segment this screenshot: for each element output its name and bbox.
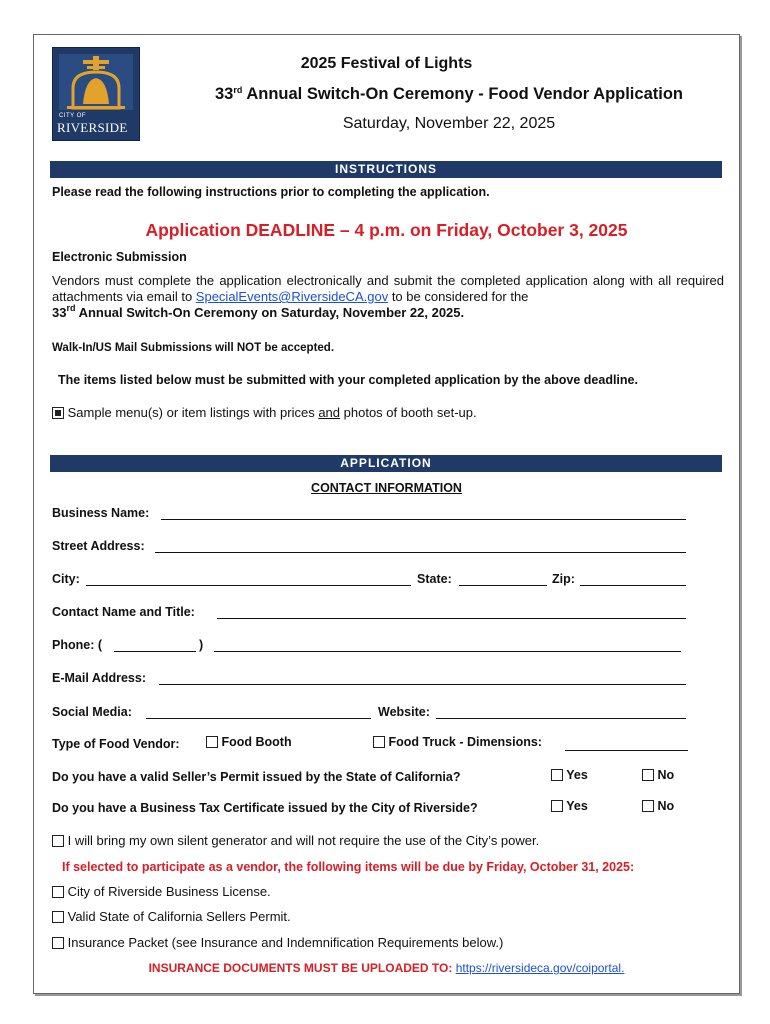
contact-name-field[interactable] [217, 618, 686, 619]
phone-close-paren: ) [199, 638, 204, 652]
state-label: State: [417, 572, 452, 586]
city-label: City: [52, 572, 80, 586]
sellers-permit-yes-checkbox[interactable] [551, 769, 563, 781]
para-text-a: Vendors must complete the application electronically and submit the completed application along with all required attachments via email to [52, 273, 724, 304]
application-page [33, 34, 740, 994]
sellers-permit-item-checkbox[interactable] [52, 911, 64, 923]
subtitle-ordinal: rd [233, 85, 243, 95]
social-media-field[interactable] [146, 718, 371, 719]
subtitle-text: Annual Switch-On Ceremony - Food Vendor Application [242, 85, 683, 103]
phone-number-field[interactable] [214, 651, 681, 652]
business-name-label: Business Name: [52, 506, 150, 520]
tax-cert-no-checkbox[interactable] [642, 800, 654, 812]
page-title: 2025 Festival of Lights [300, 55, 473, 72]
sellers-permit-no-checkbox[interactable] [642, 769, 654, 781]
walkin-notice: Walk-In/US Mail Submissions will NOT be accepted. [52, 342, 335, 354]
business-license-checkbox[interactable] [52, 886, 64, 898]
sellers-permit-yes[interactable] [551, 768, 588, 782]
items-note: The items listed below must be submitted with your completed application by the above deadline. [58, 373, 638, 387]
food-truck-option[interactable] [373, 735, 542, 749]
website-field[interactable] [436, 718, 686, 719]
instructions-intro: Please read the following instructions prior to completing the application. [52, 185, 490, 199]
instructions-bar: INSTRUCTIONS [50, 161, 722, 178]
food-booth-label: Food Booth [221, 735, 292, 749]
social-media-label: Social Media: [52, 705, 132, 719]
email-label: E-Mail Address: [52, 671, 147, 685]
food-truck-label: Food Truck - Dimensions: [388, 735, 542, 749]
coi-portal-link[interactable]: https://riversideca.gov/coiportal. [455, 961, 625, 975]
email-field[interactable] [159, 684, 686, 685]
food-booth-option[interactable] [206, 735, 292, 749]
food-vendor-type-label: Type of Food Vendor: [52, 737, 180, 751]
logo-city-name: RIVERSIDE [57, 120, 128, 135]
tax-cert-yes[interactable] [551, 799, 588, 813]
contact-heading: CONTACT INFORMATION [311, 481, 462, 495]
phone-label: Phone: ( [52, 638, 102, 652]
sellers-permit-item[interactable] [52, 909, 291, 924]
yes-label: Yes [566, 799, 588, 813]
insurance-packet-checkbox[interactable] [52, 937, 64, 949]
contact-name-label: Contact Name and Title: [52, 605, 195, 619]
no-label: No [657, 799, 675, 813]
subtitle-number: 33 [215, 85, 234, 103]
food-truck-checkbox[interactable] [373, 736, 385, 748]
insurance-packet-label: Insurance Packet (see Insurance and Indemnification Requirements below.) [67, 935, 504, 950]
zip-label: Zip: [552, 572, 575, 586]
insurance-packet-item[interactable] [52, 935, 503, 950]
due-note: If selected to participate as a vendor, the following items will be due by Friday, October 31, 2025: [62, 860, 635, 874]
sellers-permit-question: Do you have a valid Seller’s Permit issued by the State of California? [52, 770, 461, 784]
yes-label: Yes [566, 768, 588, 782]
sellers-permit-no[interactable] [642, 768, 674, 782]
business-license-label: City of Riverside Business License. [67, 884, 271, 899]
upload-label: INSURANCE DOCUMENTS MUST BE UPLOADED TO: [148, 961, 456, 975]
electronic-paragraph [52, 273, 724, 321]
tax-cert-yes-checkbox[interactable] [551, 800, 563, 812]
business-license-item[interactable] [52, 884, 271, 899]
sample-text-a: Sample menu(s) or item listings with prices [67, 405, 319, 420]
event-date: Saturday, November 22, 2025 [342, 115, 556, 132]
generator-label: I will bring my own silent generator and will not require the use of the City’s power. [67, 833, 540, 848]
upload-notice [34, 961, 739, 975]
para-ordinal: rd [66, 303, 76, 313]
zip-field[interactable] [580, 585, 686, 586]
tax-cert-question: Do you have a Business Tax Certificate issued by the City of Riverside? [52, 801, 478, 815]
electronic-heading: Electronic Submission [52, 250, 187, 264]
sellers-permit-item-label: Valid State of California Sellers Permit. [67, 909, 291, 924]
phone-area-code-field[interactable] [114, 651, 196, 652]
email-link[interactable]: SpecialEvents@RiversideCA.gov [195, 289, 389, 304]
deadline-notice: Application DEADLINE – 4 p.m. on Friday, October 3, 2025 [145, 220, 628, 240]
food-booth-checkbox[interactable] [206, 736, 218, 748]
website-label: Website: [378, 705, 430, 719]
para-number: 33 [52, 305, 67, 320]
food-truck-dimensions-field[interactable] [565, 750, 688, 751]
street-address-label: Street Address: [52, 539, 145, 553]
page-subtitle [159, 85, 739, 104]
application-bar: APPLICATION [50, 455, 722, 472]
logo-city-of: CITY OF [59, 113, 87, 119]
business-name-field[interactable] [161, 519, 686, 520]
state-field[interactable] [459, 585, 547, 586]
city-field[interactable] [86, 585, 411, 586]
sample-menu-checkbox[interactable] [52, 407, 64, 419]
sample-menu-item [52, 405, 477, 420]
sample-text-b: photos of booth set-up. [340, 405, 477, 420]
street-address-field[interactable] [155, 552, 686, 553]
para-text-c: Annual Switch-On Ceremony on Saturday, November 22, 2025. [75, 305, 465, 320]
generator-option[interactable] [52, 833, 539, 848]
tax-cert-no[interactable] [642, 799, 674, 813]
sample-text-and: and [318, 405, 341, 420]
generator-checkbox[interactable] [52, 835, 64, 847]
para-text-b: to be considered for the [388, 289, 529, 304]
no-label: No [657, 768, 675, 782]
